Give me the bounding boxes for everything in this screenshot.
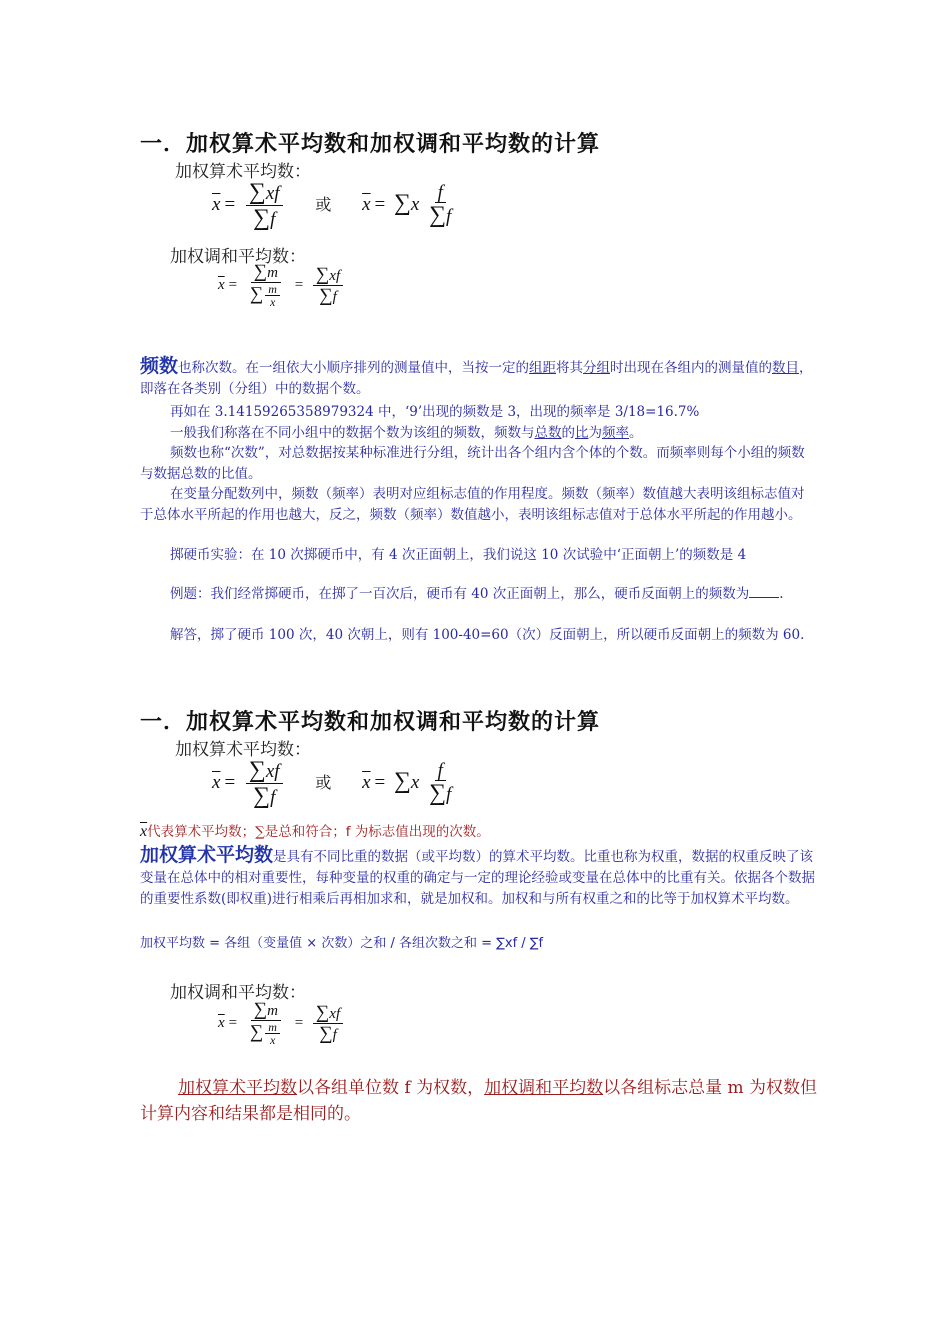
link-fenzu[interactable]: 分组 [583,360,611,376]
frequency-definition: 频数也称次数。在一组依大小顺序排列的测量值中，当按一定的组距将其分组时出现在各组内的测量值的数目，即落在各类别（分组）中的数据个数。 [140,355,813,397]
harm-mean-label-1: 加权调和平均数： [170,247,306,267]
symbol-legend: $\overline{x}$代表算术平均数；∑是总和符合；f 为标志值出现的次数。 [140,823,490,840]
arith-mean-formula-2: $\overline{x}$ = $\frac{\sum xf}{\sum f}$ 或 $\overline{x} = \sum x$ $\frac{f}{\sum f}$ [212,757,452,809]
link-pinlv[interactable]: 频率 [602,425,629,441]
link-zongshu[interactable]: 总数 [534,425,562,441]
summary-paragraph: 加权算术平均数以各组单位数 f 为权数，加权调和平均数以各组标志总量 m 为权数但计算内容和结果都是相同的。 [140,1078,818,1124]
coin-experiment: 掷硬币实验：在 10 次掷硬币中，有 4 次正面朝上，我们说这 10 次试验中‘正面朝上’的频数是 4 [170,547,747,563]
frequency-general: 一般我们称落在不同小组中的数据个数为该组的频数，频数与总数的比为频率。 [170,425,643,441]
weighted-mean-term: 加权算术平均数 [140,844,274,866]
frequency-also-called: 频数也称“次数”，对总数据按某种标准进行分组，统计出各个组内含个体的个数。而频率则每个小组的频数与数据总数的比值。 [140,445,805,482]
example-question: 例题：我们经常掷硬币，在掷了一百次后，硬币有 40 次正面朝上，那么，硬币反面朝上的频数为 . [170,586,784,602]
frequency-distribution: 在变量分配数列中，频数（频率）表明对应组标志值的作用程度。频数（频率）数值越大表明该组标志值对于总体水平所起的作用也越大，反之，频数（频率）数值越小，表明该组标志值对于总体水平所起的作用越小。 [140,486,805,523]
weighted-mean-formula-text: 加权平均数 = 各组（变量值 × 次数）之和 / 各组次数之和 = ∑xf / ∑f [140,936,544,951]
arith-mean-formula-1: $\overline{x}$ = $\frac{\sum xf}{\sum f}$ 或 $\overline{x} = \sum x$ $\frac{f}{\sum f}$ [212,179,452,231]
section-title-2: 一．加权算术平均数和加权调和平均数的计算 [140,709,601,735]
weighted-mean-definition: 加权算术平均数是具有不同比重的数据（或平均数）的算术平均数。比重也称为权重，数据的权重反映了该变量在总体中的相对重要性，每种变量的权重的确定与一定的理论经验或变量在总体中的比重有关。依据各个数据的重要性系数(即权重)进行相乘后再相加求和，就是加权和。加权和与所有权重之和的比等于加权算术平均数。 [140,844,815,907]
link-bi[interactable]: 比 [575,425,589,441]
link-shumu[interactable]: 数目 [772,360,800,376]
section-title-1: 一．加权算术平均数和加权调和平均数的计算 [140,131,601,157]
link-weighted-arith-mean[interactable]: 加权算术平均数 [178,1078,297,1098]
frequency-example-pi: 再如在 3.14159265358979324 中，‘9’出现的频数是 3，出现的频率是 3/18=16.7% [170,404,700,420]
harm-mean-formula-1: $\overline{x}$ = ∑m ∑ $\frac{m}{x}$ = $\frac{\sum xf}{\sum f}$ [218,262,345,309]
answer-blank [749,585,779,598]
frequency-term: 频数 [140,355,179,377]
link-weighted-harm-mean[interactable]: 加权调和平均数 [484,1078,604,1098]
arith-mean-label-1: 加权算术平均数： [175,162,311,182]
arith-mean-label-2: 加权算术平均数： [175,740,311,760]
or-text: 或 [315,194,332,214]
harm-mean-label-2: 加权调和平均数： [170,983,306,1003]
harm-mean-formula-2: $\overline{x}$ = ∑m ∑ $\frac{m}{x}$ = $\frac{\sum xf}{\sum f}$ [218,1000,345,1047]
example-answer: 解答，掷了硬币 100 次，40 次朝上，则有 100-40=60（次）反面朝上，所以硬币反面朝上的频数为 60. [170,627,805,643]
link-zuju[interactable]: 组距 [529,360,557,376]
